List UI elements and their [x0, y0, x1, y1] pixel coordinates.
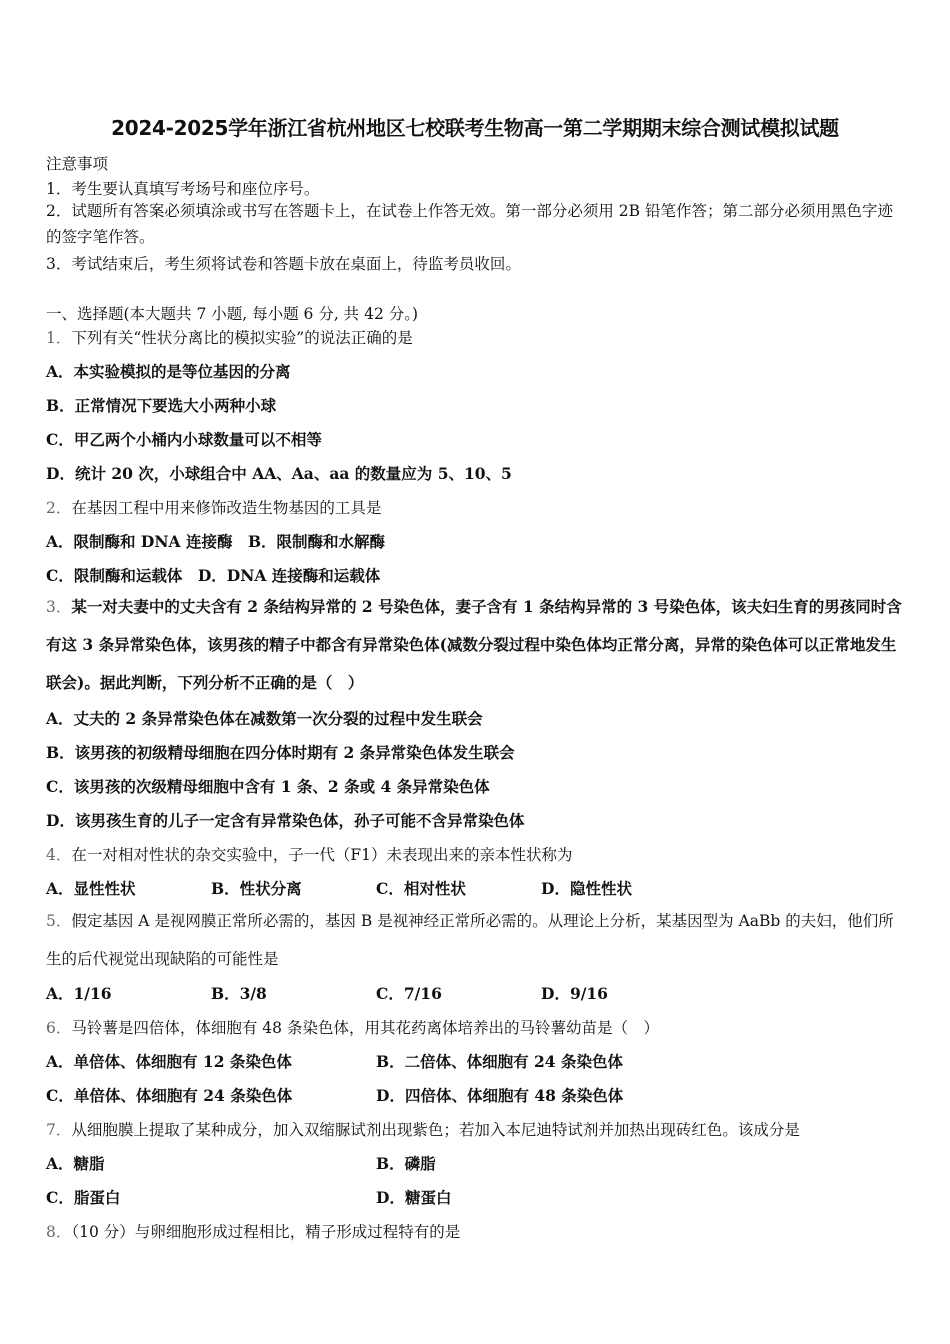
option-a: A．糖脂	[46, 1154, 105, 1173]
option-b: B．性状分离	[211, 879, 302, 898]
option-b: B．磷脂	[376, 1154, 436, 1173]
option-b: B．3/8	[211, 984, 267, 1003]
option-a: A．单倍体、体细胞有 12 条染色体	[46, 1052, 292, 1071]
question-number: 5．	[46, 912, 72, 930]
options-row: C．限制酶和运载体 D．DNA 连接酶和运载体	[46, 566, 381, 585]
question-8	[46, 1220, 460, 1242]
notice-item: 2．试题所有答案必须填涂或书写在答题卡上，在试卷上作答无效。第一部分必须用 2B 铅笔作答；第二部分必须用黑色字迹的签字笔作答。	[46, 202, 893, 246]
question-number: 7．	[46, 1121, 72, 1139]
exam-title: 2024-2025学年浙江省杭州地区七校联考生物高一第二学期期末综合测试模拟试题	[111, 116, 839, 140]
question-number: 8．	[46, 1223, 72, 1241]
option-d: D．糖蛋白	[376, 1188, 452, 1207]
section-heading: 一、选择题(本大题共 7 小题, 每小题 6 分, 共 42 分。)	[46, 305, 419, 323]
question-stem: 假定基因 A 是视网膜正常所必需的，基因 B 是视神经正常所必需的。从理论上分析，某基因型为 AaBb 的夫妇，他们所生的后代视觉出现缺陷的可能性是	[46, 912, 894, 968]
option-d: D．统计 20 次，小球组合中 AA、Aa、aa 的数量应为 5、10、5	[46, 464, 512, 483]
question-5	[46, 902, 908, 978]
question-1	[46, 326, 413, 348]
question-stem: （10 分）与卵细胞形成过程相比，精子形成过程特有的是	[71, 1223, 461, 1241]
option-c: C．相对性状	[376, 879, 466, 898]
question-2	[46, 496, 381, 518]
question-number: 4．	[46, 846, 72, 864]
question-number: 3．	[46, 598, 72, 616]
option-c: C．脂蛋白	[46, 1188, 121, 1207]
notice-item: 1．考生要认真填写考场号和座位序号。	[46, 180, 320, 198]
option-a: A．本实验模拟的是等位基因的分离	[46, 362, 291, 381]
question-7	[46, 1118, 800, 1140]
options-row: A．限制酶和 DNA 连接酶 B．限制酶和水解酶	[46, 532, 386, 551]
question-4	[46, 843, 573, 865]
option-d: D．隐性性状	[541, 879, 632, 898]
question-6	[46, 1016, 659, 1038]
question-stem: 在一对相对性状的杂交实验中，子一代（F1）未表现出来的亲本性状称为	[71, 846, 573, 864]
option-c: C．甲乙两个小桶内小球数量可以不相等	[46, 430, 322, 449]
option-c: C．7/16	[376, 984, 442, 1003]
question-stem: 下列有关“性状分离比的模拟实验”的说法正确的是	[71, 329, 413, 347]
notice-item: 3．考试结束后，考生须将试卷和答题卡放在桌面上，待监考员收回。	[46, 255, 521, 273]
notice-heading: 注意事项	[46, 155, 109, 173]
question-number: 2．	[46, 499, 72, 517]
option-b: B．二倍体、体细胞有 24 条染色体	[376, 1052, 623, 1071]
option-b: B．该男孩的初级精母细胞在四分体时期有 2 条异常染色体发生联会	[46, 743, 515, 762]
option-a: A．显性性状	[46, 879, 136, 898]
option-a: A．丈夫的 2 条异常染色体在减数第一次分裂的过程中发生联会	[46, 709, 483, 728]
option-d: D．9/16	[541, 984, 608, 1003]
option-a: A．1/16	[46, 984, 112, 1003]
question-stem: 从细胞膜上提取了某种成分，加入双缩脲试剂出现紫色；若加入本尼迪特试剂并加热出现砖红色。该成分是	[71, 1121, 800, 1139]
option-b: B．正常情况下要选大小两种小球	[46, 396, 277, 415]
question-stem: 在基因工程中用来修饰改造生物基因的工具是	[71, 499, 382, 517]
question-3	[46, 588, 908, 702]
question-stem: 某一对夫妻中的丈夫含有 2 条结构异常的 2 号染色体，妻子含有 1 条结构异常的 3 号染色体，该夫妇生育的男孩同时含有这 3 条异常染色体，该男孩的精子中都含有异常染色体(减数分裂过程中染色体均正常分离，异常的染色体可以正常地发生联会)。据此判断，下列分析不正确的是（ ）	[46, 597, 902, 692]
option-c: C．单倍体、体细胞有 24 条染色体	[46, 1086, 293, 1105]
option-d: D．该男孩生育的儿子一定含有异常染色体，孙子可能不含异常染色体	[46, 811, 525, 830]
option-d: D．四倍体、体细胞有 48 条染色体	[376, 1086, 624, 1105]
option-c: C．该男孩的次级精母细胞中含有 1 条、2 条或 4 条异常染色体	[46, 777, 490, 796]
question-stem: 马铃薯是四倍体，体细胞有 48 条染色体，用其花药离体培养出的马铃薯幼苗是（ ）	[71, 1019, 659, 1037]
question-number: 1．	[46, 329, 72, 347]
question-number: 6．	[46, 1019, 72, 1037]
